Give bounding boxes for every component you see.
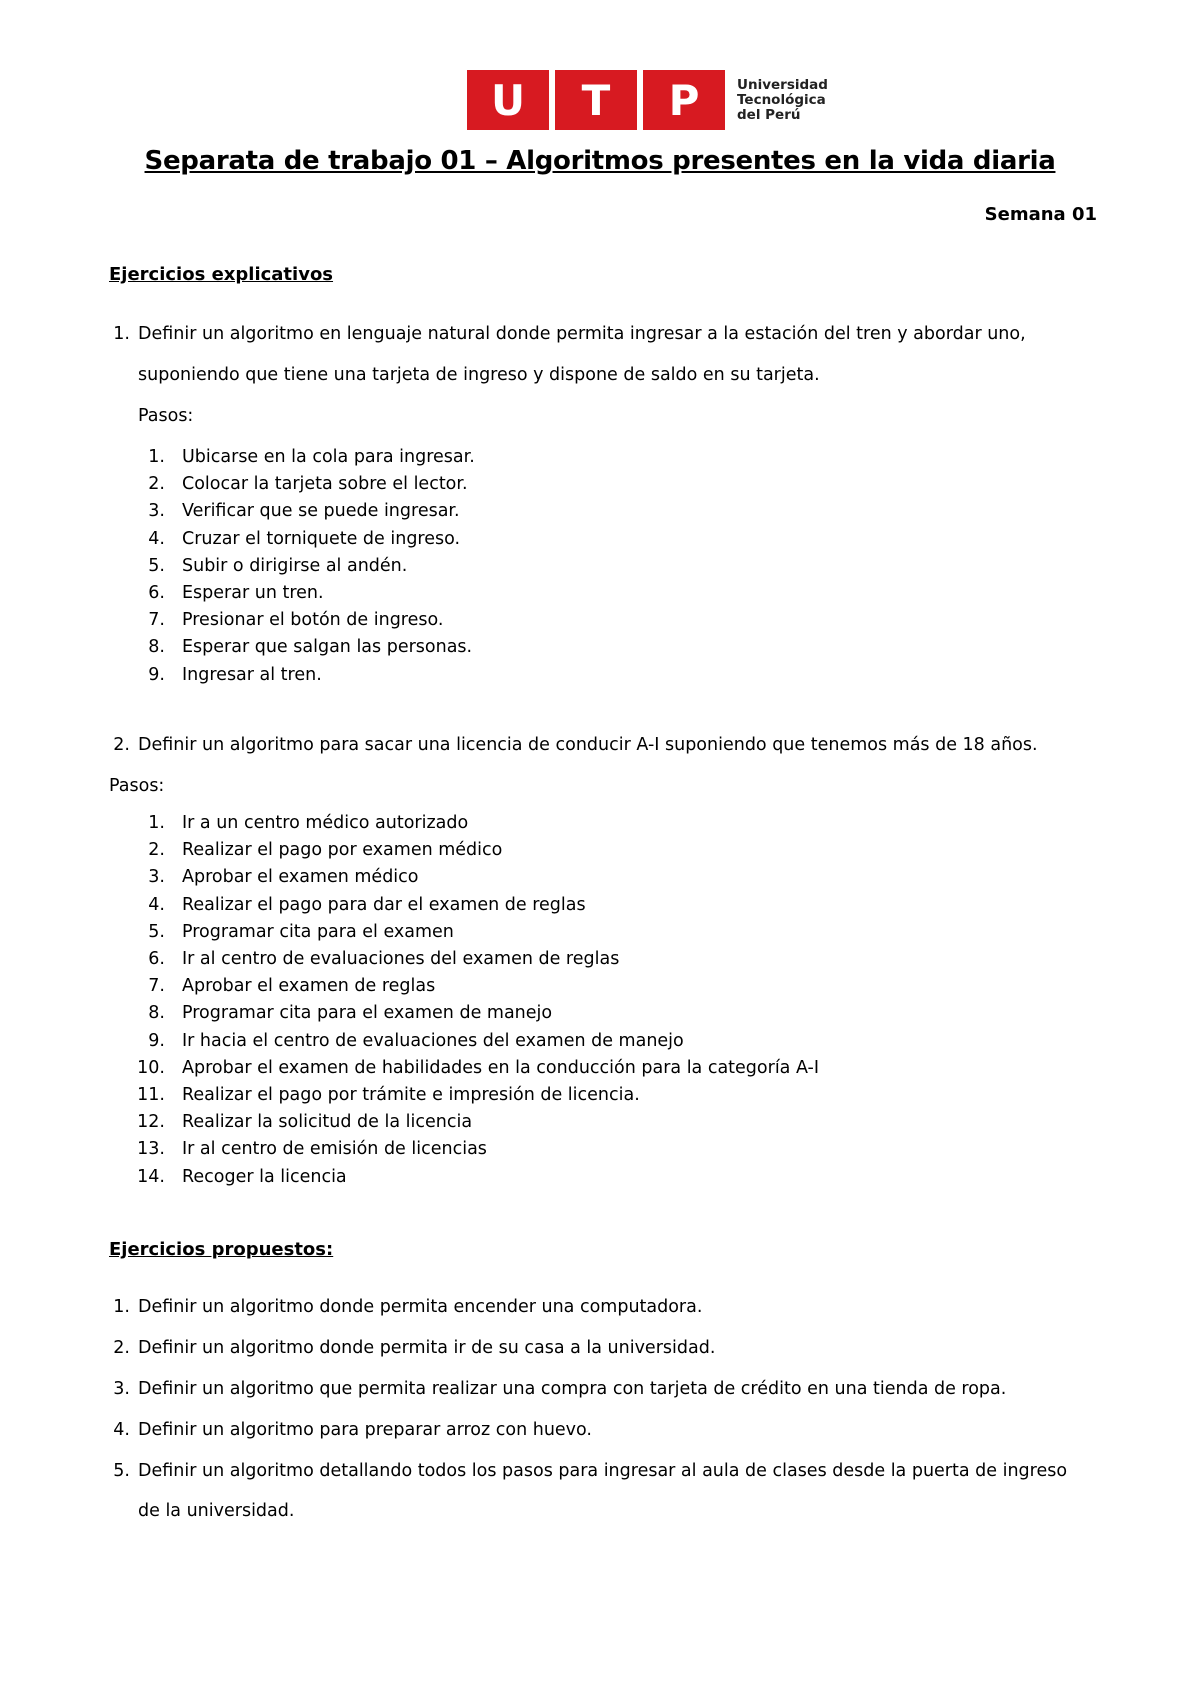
step-number: 8. bbox=[148, 1003, 165, 1024]
step-text: Realizar la solicitud de la licencia bbox=[182, 1112, 473, 1133]
step-text: Cruzar el torniquete de ingreso. bbox=[182, 528, 461, 549]
step-text: Colocar la tarjeta sobre el lector. bbox=[182, 474, 468, 495]
step-number: 8. bbox=[148, 637, 165, 658]
proposed-item-text: Definir un algoritmo que permita realizar una compra con tarjeta de crédito en una tienda de ropa. bbox=[138, 1379, 1007, 1399]
document-title: Separata de trabajo 01 – Algoritmos presentes en la vida diaria bbox=[144, 146, 1056, 176]
step-number: 10. bbox=[137, 1057, 165, 1078]
step-text: Aprobar el examen de habilidades en la conducción para la categoría A-I bbox=[182, 1057, 820, 1078]
proposed-item-number: 4. bbox=[113, 1420, 130, 1440]
step-text: Esperar un tren. bbox=[182, 583, 324, 603]
step-text: Esperar que salgan las personas. bbox=[182, 637, 473, 658]
proposed-item-text: Definir un algoritmo donde permita ir de su casa a la universidad. bbox=[138, 1338, 716, 1358]
logo-line-2: Tecnológica bbox=[737, 91, 826, 108]
logo-letter-u: U bbox=[467, 70, 549, 130]
step-number: 11. bbox=[137, 1085, 165, 1105]
step-number: 2. bbox=[148, 840, 165, 861]
step-number: 4. bbox=[148, 894, 165, 915]
step-text: Aprobar el examen de reglas bbox=[182, 976, 436, 997]
week-label: Semana 01 bbox=[984, 204, 1097, 225]
exercise-1-line-1: Definir un algoritmo en lenguaje natural donde permita ingresar a la estación del tren y abordar uno, bbox=[138, 324, 1026, 344]
step-text: Realizar el pago por trámite e impresión de licencia. bbox=[182, 1085, 640, 1105]
step-number: 4. bbox=[148, 528, 165, 549]
step-number: 1. bbox=[148, 447, 165, 467]
logo-letter-p: P bbox=[643, 70, 725, 130]
proposed-item-text: Definir un algoritmo para preparar arroz con huevo. bbox=[138, 1420, 592, 1440]
utp-logo bbox=[467, 70, 828, 130]
proposed-item-number: 5. bbox=[113, 1461, 130, 1481]
proposed-item-number: 1. bbox=[113, 1297, 130, 1317]
exercise-2-line-1: Definir un algoritmo para sacar una licencia de conducir A-I suponiendo que tenemos más de 18 años. bbox=[138, 735, 1038, 755]
step-text: Presionar el botón de ingreso. bbox=[182, 610, 444, 631]
step-number: 13. bbox=[137, 1139, 165, 1160]
step-text: Realizar el pago para dar el examen de reglas bbox=[182, 894, 586, 915]
step-number: 5. bbox=[148, 921, 165, 942]
step-number: 6. bbox=[148, 583, 165, 603]
step-text: Recoger la licencia bbox=[182, 1166, 347, 1187]
pasos-label: Pasos: bbox=[109, 776, 165, 796]
step-number: 3. bbox=[148, 867, 165, 888]
step-number: 7. bbox=[148, 976, 165, 997]
step-number: 6. bbox=[148, 949, 165, 969]
step-text: Ir al centro de evaluaciones del examen de reglas bbox=[182, 949, 620, 969]
proposed-item-text: Definir un algoritmo detallando todos los pasos para ingresar al aula de clases desde la puerta de ingreso bbox=[138, 1461, 1068, 1481]
step-number: 7. bbox=[148, 610, 165, 631]
exercise-number: 2. bbox=[113, 735, 130, 755]
step-number: 5. bbox=[148, 555, 165, 576]
logo-line-3: del Perú bbox=[737, 106, 801, 123]
logo-line-1: Universidad bbox=[737, 76, 828, 93]
step-number: 14. bbox=[137, 1166, 165, 1187]
logo-wordmark bbox=[737, 78, 828, 123]
pasos-label: Pasos: bbox=[138, 406, 194, 426]
step-text: Ir al centro de emisión de licencias bbox=[182, 1139, 487, 1160]
proposed-item-text: Definir un algoritmo donde permita encender una computadora. bbox=[138, 1297, 703, 1317]
logo-letter-t: T bbox=[555, 70, 637, 130]
step-number: 2. bbox=[148, 474, 165, 495]
logo-letters bbox=[467, 70, 725, 130]
step-text: Ir a un centro médico autorizado bbox=[182, 813, 469, 833]
step-text: Programar cita para el examen de manejo bbox=[182, 1003, 553, 1024]
section-heading-explicativos: Ejercicios explicativos bbox=[109, 264, 334, 285]
proposed-item-number: 3. bbox=[113, 1379, 130, 1399]
proposed-item-number: 2. bbox=[113, 1338, 130, 1358]
exercise-1-line-2: suponiendo que tiene una tarjeta de ingreso y dispone de saldo en su tarjeta. bbox=[138, 365, 820, 385]
step-text: Realizar el pago por examen médico bbox=[182, 840, 503, 861]
step-text: Ubicarse en la cola para ingresar. bbox=[182, 447, 475, 467]
step-text: Ingresar al tren. bbox=[182, 664, 322, 685]
step-text: Aprobar el examen médico bbox=[182, 867, 419, 888]
step-text: Ir hacia el centro de evaluaciones del examen de manejo bbox=[182, 1030, 684, 1051]
step-number: 12. bbox=[137, 1112, 165, 1133]
step-number: 1. bbox=[148, 813, 165, 833]
step-text: Verificar que se puede ingresar. bbox=[182, 501, 460, 522]
step-number: 3. bbox=[148, 501, 165, 522]
step-number: 9. bbox=[148, 664, 165, 685]
section-heading-propuestos: Ejercicios propuestos: bbox=[109, 1239, 334, 1260]
step-text: Subir o dirigirse al andén. bbox=[182, 555, 408, 576]
step-number: 9. bbox=[148, 1030, 165, 1051]
step-text: Programar cita para el examen bbox=[182, 921, 454, 942]
proposed-item-5-line-2: de la universidad. bbox=[138, 1501, 295, 1521]
exercise-number: 1. bbox=[113, 324, 130, 344]
